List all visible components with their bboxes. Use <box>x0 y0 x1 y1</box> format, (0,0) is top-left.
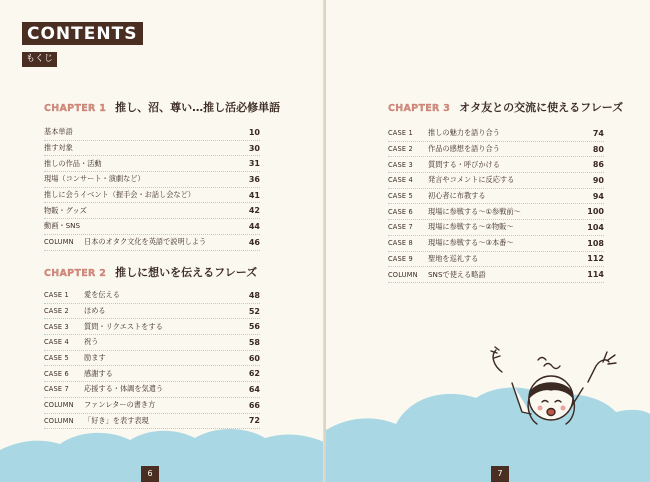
entry-page-number: 74 <box>592 128 604 138</box>
entry-title: 現場（コンサート・演劇など） <box>44 174 145 184</box>
entry-page-number: 46 <box>248 237 260 247</box>
entry-page-number: 56 <box>248 322 260 332</box>
cloud-decoration <box>0 0 324 482</box>
entry-page-number: 36 <box>248 174 260 184</box>
chapter-number: CHAPTER 3 <box>388 103 451 114</box>
entry-label: CASE 5 <box>44 354 69 363</box>
entry-page-number: 10 <box>248 127 260 137</box>
entry-label: COLUMN <box>388 270 418 279</box>
right-page <box>326 0 650 482</box>
entry-title: 動画・SNS <box>44 221 81 231</box>
entry-page-number: 100 <box>587 207 604 217</box>
entry-page-number: 48 <box>248 290 260 300</box>
entry-title: ファンレターの書き方 <box>84 400 156 410</box>
entry-label: CASE 2 <box>44 307 69 316</box>
entry-title: 質問する・呼びかける <box>428 159 500 169</box>
entry-label: CASE 7 <box>388 223 413 232</box>
entry-page-number: 42 <box>248 206 260 216</box>
entry-title: 作品の感想を語り合う <box>428 144 500 154</box>
entry-label: CASE 2 <box>388 145 413 154</box>
contents-subtitle: もくじ <box>22 52 57 67</box>
entry-title: 物販・グッズ <box>44 205 87 215</box>
contents-title: CONTENTS <box>22 22 143 45</box>
entry-page-number: 62 <box>248 369 260 379</box>
entry-title: 日本のオタク文化を英語で説明しよう <box>84 237 207 247</box>
entry-title: 推しに会うイベント（握手会・お話し会など） <box>44 190 195 200</box>
entry-title: 初心者に布教する <box>428 191 486 201</box>
entry-title: 「好き」を表す表現 <box>84 415 149 425</box>
entry-page-number: 66 <box>248 400 260 410</box>
entry-title: 励ます <box>84 353 106 363</box>
entry-page-number: 114 <box>587 270 604 280</box>
cloud-with-character-illustration <box>326 0 650 482</box>
entry-label: COLUMN <box>44 401 74 410</box>
entry-label: CASE 5 <box>388 192 413 201</box>
entry-page-number: 44 <box>248 221 260 231</box>
entry-label: CASE 3 <box>44 322 69 331</box>
entry-title: 質問・リクエストをする <box>84 321 163 331</box>
entry-page-number: 112 <box>587 254 604 264</box>
chapter-number: CHAPTER 1 <box>44 103 107 114</box>
entry-title: ほめる <box>84 306 106 316</box>
entry-title: 感謝する <box>84 368 113 378</box>
entry-label: COLUMN <box>44 416 74 425</box>
entry-label: COLUMN <box>44 238 74 247</box>
entry-page-number: 94 <box>592 191 604 201</box>
entry-title: 愛を伝える <box>84 290 120 300</box>
entry-title: 祝う <box>84 337 99 347</box>
entry-title: 現場に参戦する〜①参戦前〜 <box>428 206 521 216</box>
page-number: 7 <box>491 466 509 482</box>
entry-title: 基本単語 <box>44 127 73 137</box>
entry-page-number: 52 <box>248 306 260 316</box>
entry-title: 現場に参戦する〜②物販〜 <box>428 222 514 232</box>
chapter-title: オタ友との交流に使えるフレーズ <box>459 101 624 114</box>
entry-title: 現場に参戦する〜③本番〜 <box>428 238 514 248</box>
entry-title: 推しの作品・活動 <box>44 158 102 168</box>
entry-page-number: 86 <box>592 160 604 170</box>
entry-title: 推す対象 <box>44 143 73 153</box>
entry-page-number: 60 <box>248 353 260 363</box>
entry-page-number: 72 <box>248 416 260 426</box>
entry-page-number: 41 <box>248 190 260 200</box>
chapter-title: 推し、沼、尊い…推し活必修単語 <box>115 101 281 114</box>
entry-page-number: 80 <box>592 144 604 154</box>
entry-label: CASE 3 <box>388 160 413 169</box>
entry-page-number: 64 <box>248 384 260 394</box>
entry-label: CASE 4 <box>388 176 413 185</box>
entry-title: SNSで使える略語 <box>428 269 486 279</box>
entry-label: CASE 1 <box>44 291 69 300</box>
chapter-number: CHAPTER 2 <box>44 268 107 279</box>
left-page <box>0 0 324 482</box>
entry-page-number: 58 <box>248 337 260 347</box>
entry-title: 聖地を巡礼する <box>428 253 479 263</box>
entry-label: CASE 9 <box>388 254 413 263</box>
entry-label: CASE 6 <box>388 207 413 216</box>
page-number: 6 <box>141 466 159 482</box>
entry-title: 応援する・体調を気遣う <box>84 384 164 394</box>
entry-label: CASE 4 <box>44 338 69 347</box>
entry-label: CASE 7 <box>44 385 69 394</box>
entry-page-number: 90 <box>592 175 604 185</box>
entry-title: 発言やコメントに反応する <box>428 175 515 185</box>
entry-label: CASE 8 <box>388 239 413 248</box>
chapter-title: 推しに想いを伝えるフレーズ <box>115 266 258 279</box>
entry-page-number: 104 <box>587 222 604 232</box>
entry-page-number: 31 <box>248 159 260 169</box>
entry-page-number: 108 <box>587 238 604 248</box>
entry-page-number: 30 <box>248 143 260 153</box>
entry-label: CASE 6 <box>44 369 69 378</box>
entry-title: 推しの魅力を語り合う <box>428 128 500 138</box>
entry-label: CASE 1 <box>388 129 413 138</box>
